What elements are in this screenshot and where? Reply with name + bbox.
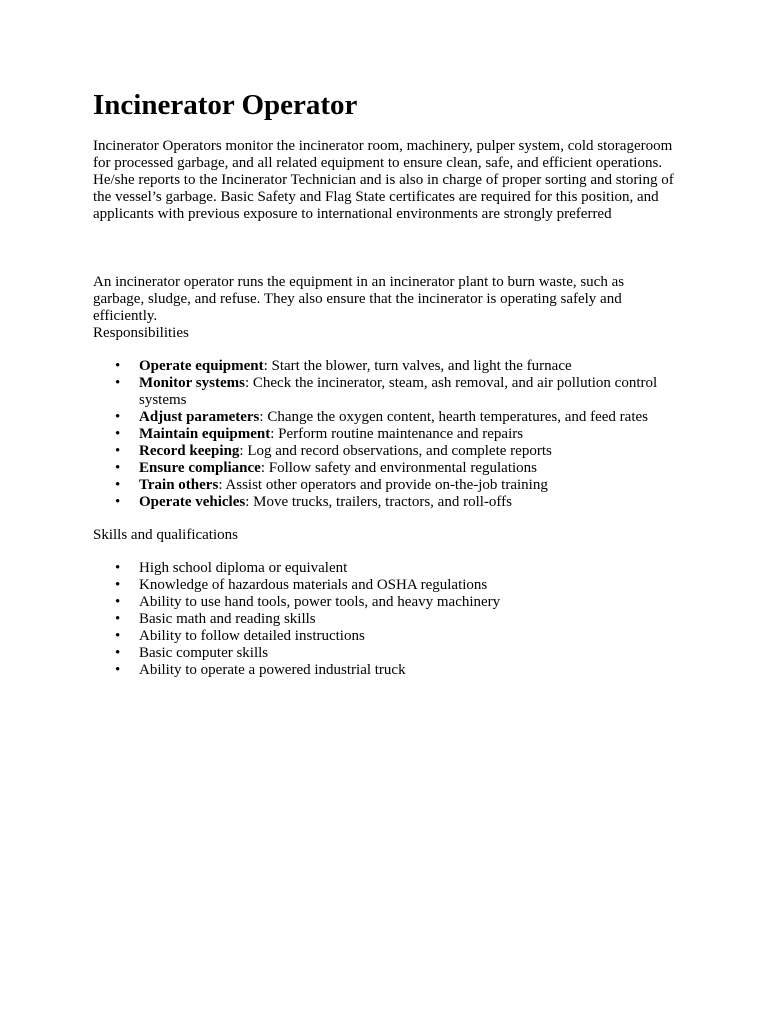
- skill-text: Ability to follow detailed instructions: [139, 628, 365, 644]
- bullet-icon: •: [115, 645, 121, 661]
- responsibilities-list: [93, 358, 693, 511]
- skills-heading: Skills and qualifications: [93, 527, 238, 543]
- skill-text: Basic math and reading skills: [139, 611, 316, 627]
- bullet-icon: •: [115, 443, 121, 459]
- bullet-icon: •: [115, 628, 121, 644]
- responsibility-text: : Follow safety and environmental regulations: [260, 460, 538, 476]
- list-item: [93, 628, 699, 645]
- list-item: [93, 494, 699, 511]
- responsibility-text: : Assist other operators and provide on-the-job training: [218, 477, 548, 493]
- list-item: [93, 611, 699, 628]
- bullet-icon: •: [115, 560, 121, 576]
- responsibility-text: : Start the blower, turn valves, and light the furnace: [263, 358, 572, 374]
- responsibility-text: : Change the oxygen content, hearth temperatures, and feed rates: [259, 409, 648, 425]
- responsibility-term: Train others: [139, 477, 219, 493]
- bullet-icon: •: [115, 477, 121, 493]
- list-item: [93, 409, 699, 426]
- responsibility-text: : Perform routine maintenance and repairs: [270, 426, 524, 442]
- responsibility-term: Adjust parameters: [139, 409, 260, 425]
- responsibility-term: Operate equipment: [139, 358, 264, 374]
- intro-paragraph: Incinerator Operators monitor the incinerator room, machinery, pulper system, cold storageroom for processed garbage, and all related equipment to ensure clean, safe, and efficient operations. He/she reports to the Incinerator Technician and is also in charge of proper sorting and storing of the vessel’s garbage. Basic Safety and Flag State certificates are required for this position, and applicants with previous exposure to international environments are strongly preferred: [93, 138, 674, 222]
- responsibilities-heading: Responsibilities: [93, 325, 189, 341]
- description-paragraph: [93, 274, 653, 342]
- skill-text: High school diploma or equivalent: [139, 560, 348, 576]
- bullet-icon: •: [115, 460, 121, 476]
- responsibility-term: Operate vehicles: [139, 494, 246, 510]
- skill-text: Ability to use hand tools, power tools, and heavy machinery: [139, 594, 501, 610]
- responsibility-text: : Log and record observations, and complete reports: [239, 443, 552, 459]
- bullet-icon: •: [115, 358, 121, 374]
- responsibility-term: Maintain equipment: [139, 426, 271, 442]
- responsibility-term: Record keeping: [139, 443, 240, 459]
- list-item: [93, 645, 699, 662]
- list-item: [93, 577, 699, 594]
- list-item: [93, 662, 699, 679]
- responsibility-text: : Move trucks, trailers, tractors, and roll-offs: [245, 494, 512, 510]
- bullet-icon: •: [115, 409, 121, 425]
- responsibility-term: Monitor systems: [139, 375, 245, 391]
- skills-list: [93, 560, 693, 679]
- list-item: [93, 560, 699, 577]
- document-page: [93, 86, 693, 679]
- list-item: [93, 477, 699, 494]
- responsibility-text: : Check the incinerator, steam, ash removal, and air pollution control systems: [139, 375, 658, 408]
- bullet-icon: •: [115, 611, 121, 627]
- skill-text: Knowledge of hazardous materials and OSHA regulations: [139, 577, 488, 593]
- bullet-icon: •: [115, 494, 121, 510]
- skill-text: Basic computer skills: [139, 645, 269, 661]
- bullet-icon: •: [115, 594, 121, 610]
- description-text: An incinerator operator runs the equipment in an incinerator plant to burn waste, such as garbage, sludge, and refuse. They also ensure that the incinerator is operating safely and efficiently.: [93, 274, 625, 324]
- bullet-icon: •: [115, 375, 121, 391]
- list-item: [93, 443, 699, 460]
- list-item: [93, 375, 699, 409]
- bullet-icon: •: [115, 426, 121, 442]
- list-item: [93, 460, 699, 477]
- responsibility-term: Ensure compliance: [139, 460, 261, 476]
- skill-text: Ability to operate a powered industrial truck: [139, 662, 406, 678]
- list-item: [93, 594, 699, 611]
- bullet-icon: •: [115, 577, 121, 593]
- page-title: Incinerator Operator: [93, 89, 358, 121]
- bullet-icon: •: [115, 662, 121, 678]
- list-item: [93, 358, 699, 375]
- list-item: [93, 426, 699, 443]
